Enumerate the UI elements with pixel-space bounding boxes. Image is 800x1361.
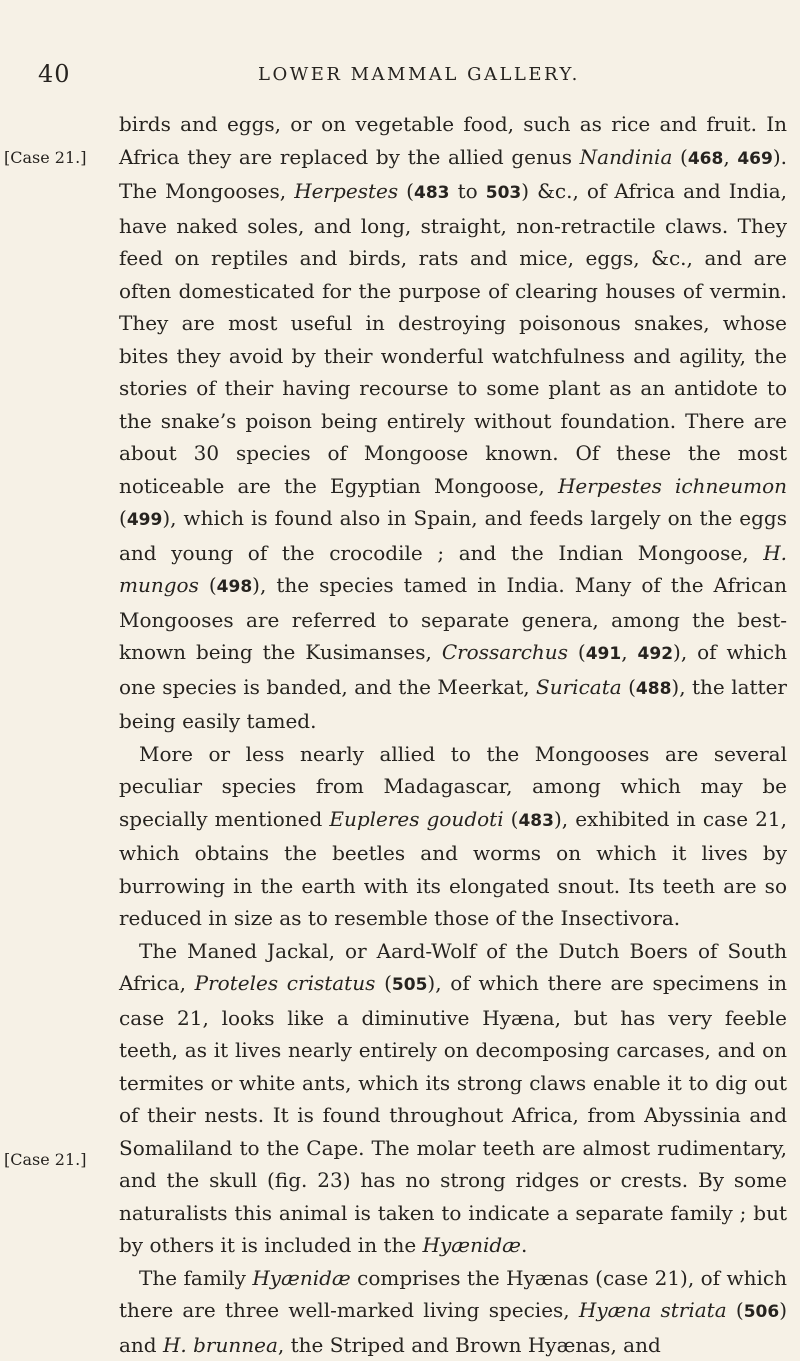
text-run: ,	[621, 640, 637, 664]
text-run: .	[521, 1233, 527, 1257]
text-run: (	[119, 506, 127, 530]
text-run: ), the species tamed in India. Many of the African Mongooses are referred to separate genera, among the best-known being the Kusimanses,	[119, 573, 787, 664]
page-number: 40	[38, 60, 71, 88]
specimen-number: 488	[636, 679, 672, 699]
paragraph	[119, 738, 787, 935]
specimen-number: 483	[414, 183, 450, 203]
text-run: ), exhibited in case 21, which obtains the beetles and worms on which it lives by burrowing in the earth with its elongated snout. Its teeth are so reduced in size as to resemble those of the Insectivora.	[119, 807, 787, 931]
species-name: Hyænidæ	[252, 1266, 350, 1290]
text-run: ), which is found also in Spain, and feeds largely on the eggs and young of the crocodile ; and the Indian Mongoose,	[119, 506, 787, 565]
specimen-number: 503	[486, 183, 522, 203]
specimen-number: 505	[392, 975, 428, 995]
text-run: (	[727, 1298, 744, 1322]
text-run: More or less nearly allied to the Mongooses are several peculiar species from Madagascar, among which may be specially mentioned	[119, 742, 787, 831]
species-name: Herpestes ichneumon	[558, 474, 787, 498]
text-run: ) &c., of Africa and India, have naked soles, and long, straight, non-retractile claws. They feed on reptiles and birds, rats and mice, eggs, &c., and are often domesticated for the purpose of clearing houses of vermin. They are most useful in destroying poisonous snakes, whose bites they avoid by their wonderful watchfulness and agility, the stories of their having recourse to some plant as an antidote to the snake’s poison being entirely without foundation. There are about 30 species of Mongoose known. Of these the most noticeable are the Egyptian Mongoose,	[119, 179, 787, 498]
specimen-number: 491	[586, 644, 622, 664]
running-title: LOWER MAMMAL GALLERY.	[258, 64, 580, 85]
specimen-number: 483	[518, 811, 554, 831]
species-name: Eupleres goudoti	[329, 807, 503, 831]
specimen-number: 506	[744, 1302, 780, 1322]
text-run: birds and eggs, or on vegetable food, such as rice and fruit. In Africa they are replaced by the allied genus	[119, 112, 787, 169]
text-run: (	[199, 573, 217, 597]
species-name: Crossarchus	[442, 640, 568, 664]
paragraph	[119, 1262, 787, 1361]
text-run: (	[375, 971, 392, 995]
page-header	[0, 60, 800, 100]
margin-note-case: [Case 21.]	[4, 1150, 86, 1169]
specimen-number: 498	[217, 577, 253, 597]
text-run: to	[450, 179, 486, 203]
text-run: ,	[723, 145, 737, 169]
text-run: ) and	[119, 1298, 787, 1357]
text-run: (	[622, 675, 636, 699]
specimen-number: 492	[638, 644, 674, 664]
text-run: (	[672, 145, 687, 169]
paragraph	[119, 108, 787, 738]
text-run: (	[504, 807, 519, 831]
text-run: ), of which there are specimens in case 21, looks like a diminutive Hyæna, but has very feeble teeth, as it lives nearly entirely on decomposing carcases, and on termites or white ants, which its strong claws enable it to dig out of their nests. It is found throughout Africa, from Abyssinia and Somaliland to the Cape. The molar teeth are almost rudimentary, and the skull (fig. 23) has no strong ridges or crests. By some naturalists this animal is taken to indicate a separate family ; but by others it is included in the	[119, 971, 787, 1257]
text-run: (	[398, 179, 414, 203]
species-name: Herpestes	[294, 179, 398, 203]
text-run: The family	[139, 1266, 252, 1290]
species-name: Hyænidæ	[423, 1233, 521, 1257]
species-name: Nandinia	[580, 145, 673, 169]
specimen-number: 499	[127, 510, 163, 530]
text-run: ), of which one species is banded, and the Meerkat,	[119, 640, 787, 699]
margin-note-case: [Case 21.]	[4, 148, 86, 167]
text-run: , the Striped and Brown Hyænas, and	[278, 1333, 661, 1357]
text-run: ). The Mongooses,	[119, 145, 787, 204]
text-run: (	[568, 640, 586, 664]
paragraph	[119, 935, 787, 1262]
specimen-number: 469	[737, 149, 773, 169]
species-name: Hyæna striata	[579, 1298, 727, 1322]
text-run: ), the latter being easily tamed.	[119, 675, 787, 734]
species-name: Suricata	[536, 675, 622, 699]
text-run: The Maned Jackal, or Aard-Wolf of the Dutch Boers of South Africa,	[119, 939, 787, 996]
text-run: comprises the Hyænas (case 21), of which there are three well-marked living species,	[119, 1266, 787, 1323]
species-name: H. mungos	[119, 541, 787, 598]
body-text	[119, 108, 787, 1361]
species-name: H. brunnea	[163, 1333, 278, 1357]
specimen-number: 468	[688, 149, 724, 169]
species-name: Proteles cristatus	[195, 971, 376, 995]
